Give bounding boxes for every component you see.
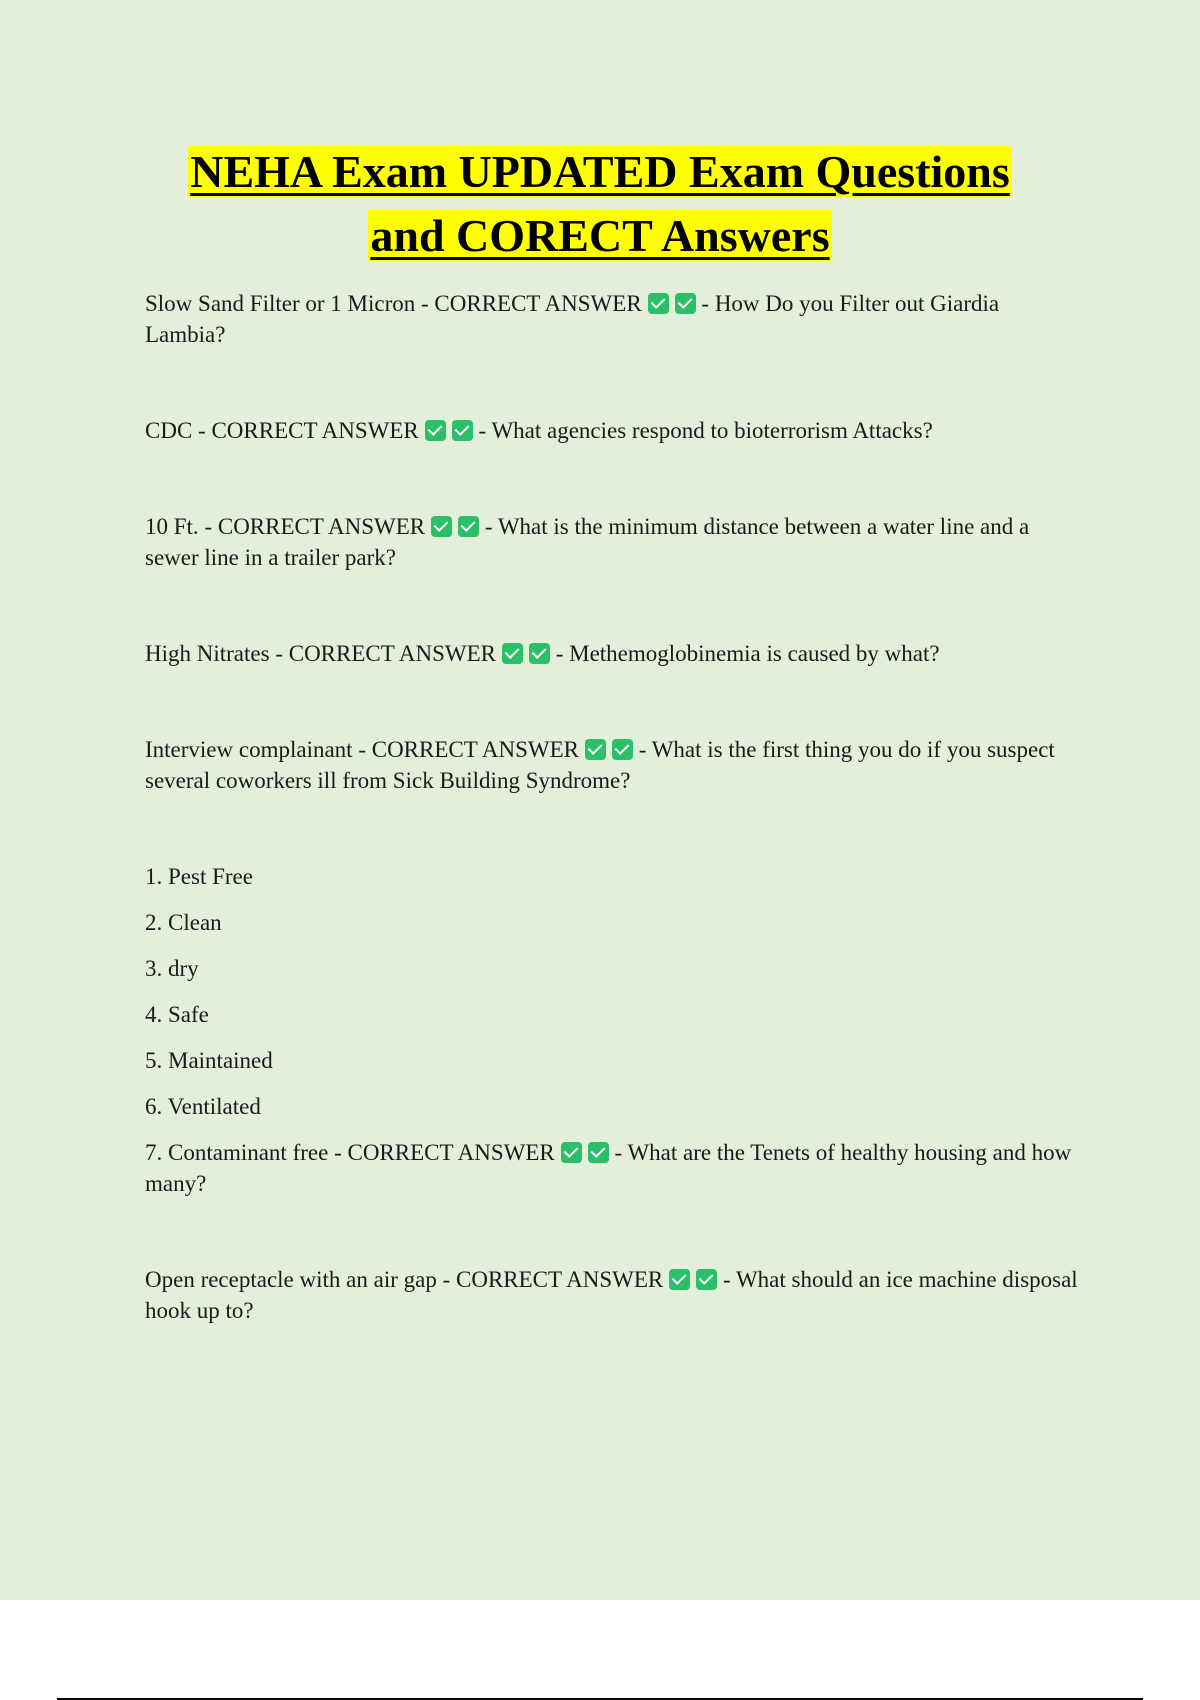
qa-item bbox=[145, 415, 1085, 446]
answer-text: Open receptacle with an air gap bbox=[145, 1267, 437, 1292]
qa-item bbox=[145, 638, 1085, 669]
answer-text: 7. Contaminant free bbox=[145, 1140, 329, 1165]
question-text: - What agencies respond to bioterrorism Attacks? bbox=[478, 418, 933, 443]
checkmark-icon bbox=[431, 516, 452, 537]
question-text: - How Do you Filter out Giardia Lambia? bbox=[145, 291, 1000, 347]
checkmark-icon bbox=[675, 293, 696, 314]
checkmark-icon bbox=[669, 1269, 690, 1290]
answer-text: CDC bbox=[145, 418, 193, 443]
checkmark-icon bbox=[529, 643, 550, 664]
document-title bbox=[0, 140, 1200, 268]
correct-answer-label: - CORRECT ANSWER bbox=[328, 1140, 555, 1165]
tenet-line: 3. dry bbox=[145, 956, 199, 981]
qa-item bbox=[145, 861, 1085, 1199]
question-text: - What should an ice machine disposal hook up to? bbox=[145, 1267, 1078, 1323]
correct-answer-label: - CORRECT ANSWER bbox=[352, 737, 579, 762]
correct-answer-label: - CORRECT ANSWER bbox=[436, 1267, 664, 1292]
qa-list bbox=[145, 288, 1085, 1391]
checkmark-icon bbox=[452, 420, 473, 441]
qa-item bbox=[145, 734, 1085, 796]
tenet-line: 1. Pest Free bbox=[145, 864, 253, 889]
tenet-line: 6. Ventilated bbox=[145, 1094, 261, 1119]
checkmark-icon bbox=[458, 516, 479, 537]
checkmark-icon bbox=[425, 420, 446, 441]
correct-answer-label: - CORRECT ANSWER bbox=[269, 641, 496, 666]
tenet-line: 2. Clean bbox=[145, 910, 222, 935]
question-text: - What is the first thing you do if you suspect several coworkers ill from Sick Building Syndrome? bbox=[145, 737, 1055, 793]
qa-item bbox=[145, 288, 1085, 350]
question-text: - Methemoglobinemia is caused by what? bbox=[555, 641, 940, 666]
qa-item bbox=[145, 1264, 1085, 1326]
answer-text: Slow Sand Filter or 1 Micron bbox=[145, 291, 416, 316]
question-text: - What are the Tenets of healthy housing and how many? bbox=[145, 1140, 1072, 1196]
qa-item bbox=[145, 511, 1085, 573]
checkmark-icon bbox=[585, 739, 606, 760]
checkmark-icon bbox=[502, 643, 523, 664]
question-text: - What is the minimum distance between a water line and a sewer line in a trailer park? bbox=[145, 514, 1030, 570]
checkmark-icon bbox=[696, 1269, 717, 1290]
answer-text: 10 Ft. bbox=[145, 514, 199, 539]
checkmark-icon bbox=[588, 1142, 609, 1163]
title-line-1: NEHA Exam UPDATED Exam Questions bbox=[190, 146, 1010, 197]
answer-text: High Nitrates bbox=[145, 641, 270, 666]
answer-text: Interview complainant bbox=[145, 737, 353, 762]
correct-answer-label: - CORRECT ANSWER bbox=[415, 291, 642, 316]
checkmark-icon bbox=[612, 739, 633, 760]
checkmark-icon bbox=[648, 293, 669, 314]
tenet-line: 5. Maintained bbox=[145, 1048, 273, 1073]
title-line-2: and CORECT Answers bbox=[370, 210, 830, 261]
tenet-answer-line bbox=[145, 1137, 1085, 1199]
tenet-line: 4. Safe bbox=[145, 1002, 209, 1027]
correct-answer-label: - CORRECT ANSWER bbox=[198, 514, 426, 539]
checkmark-icon bbox=[561, 1142, 582, 1163]
correct-answer-label: - CORRECT ANSWER bbox=[192, 418, 419, 443]
